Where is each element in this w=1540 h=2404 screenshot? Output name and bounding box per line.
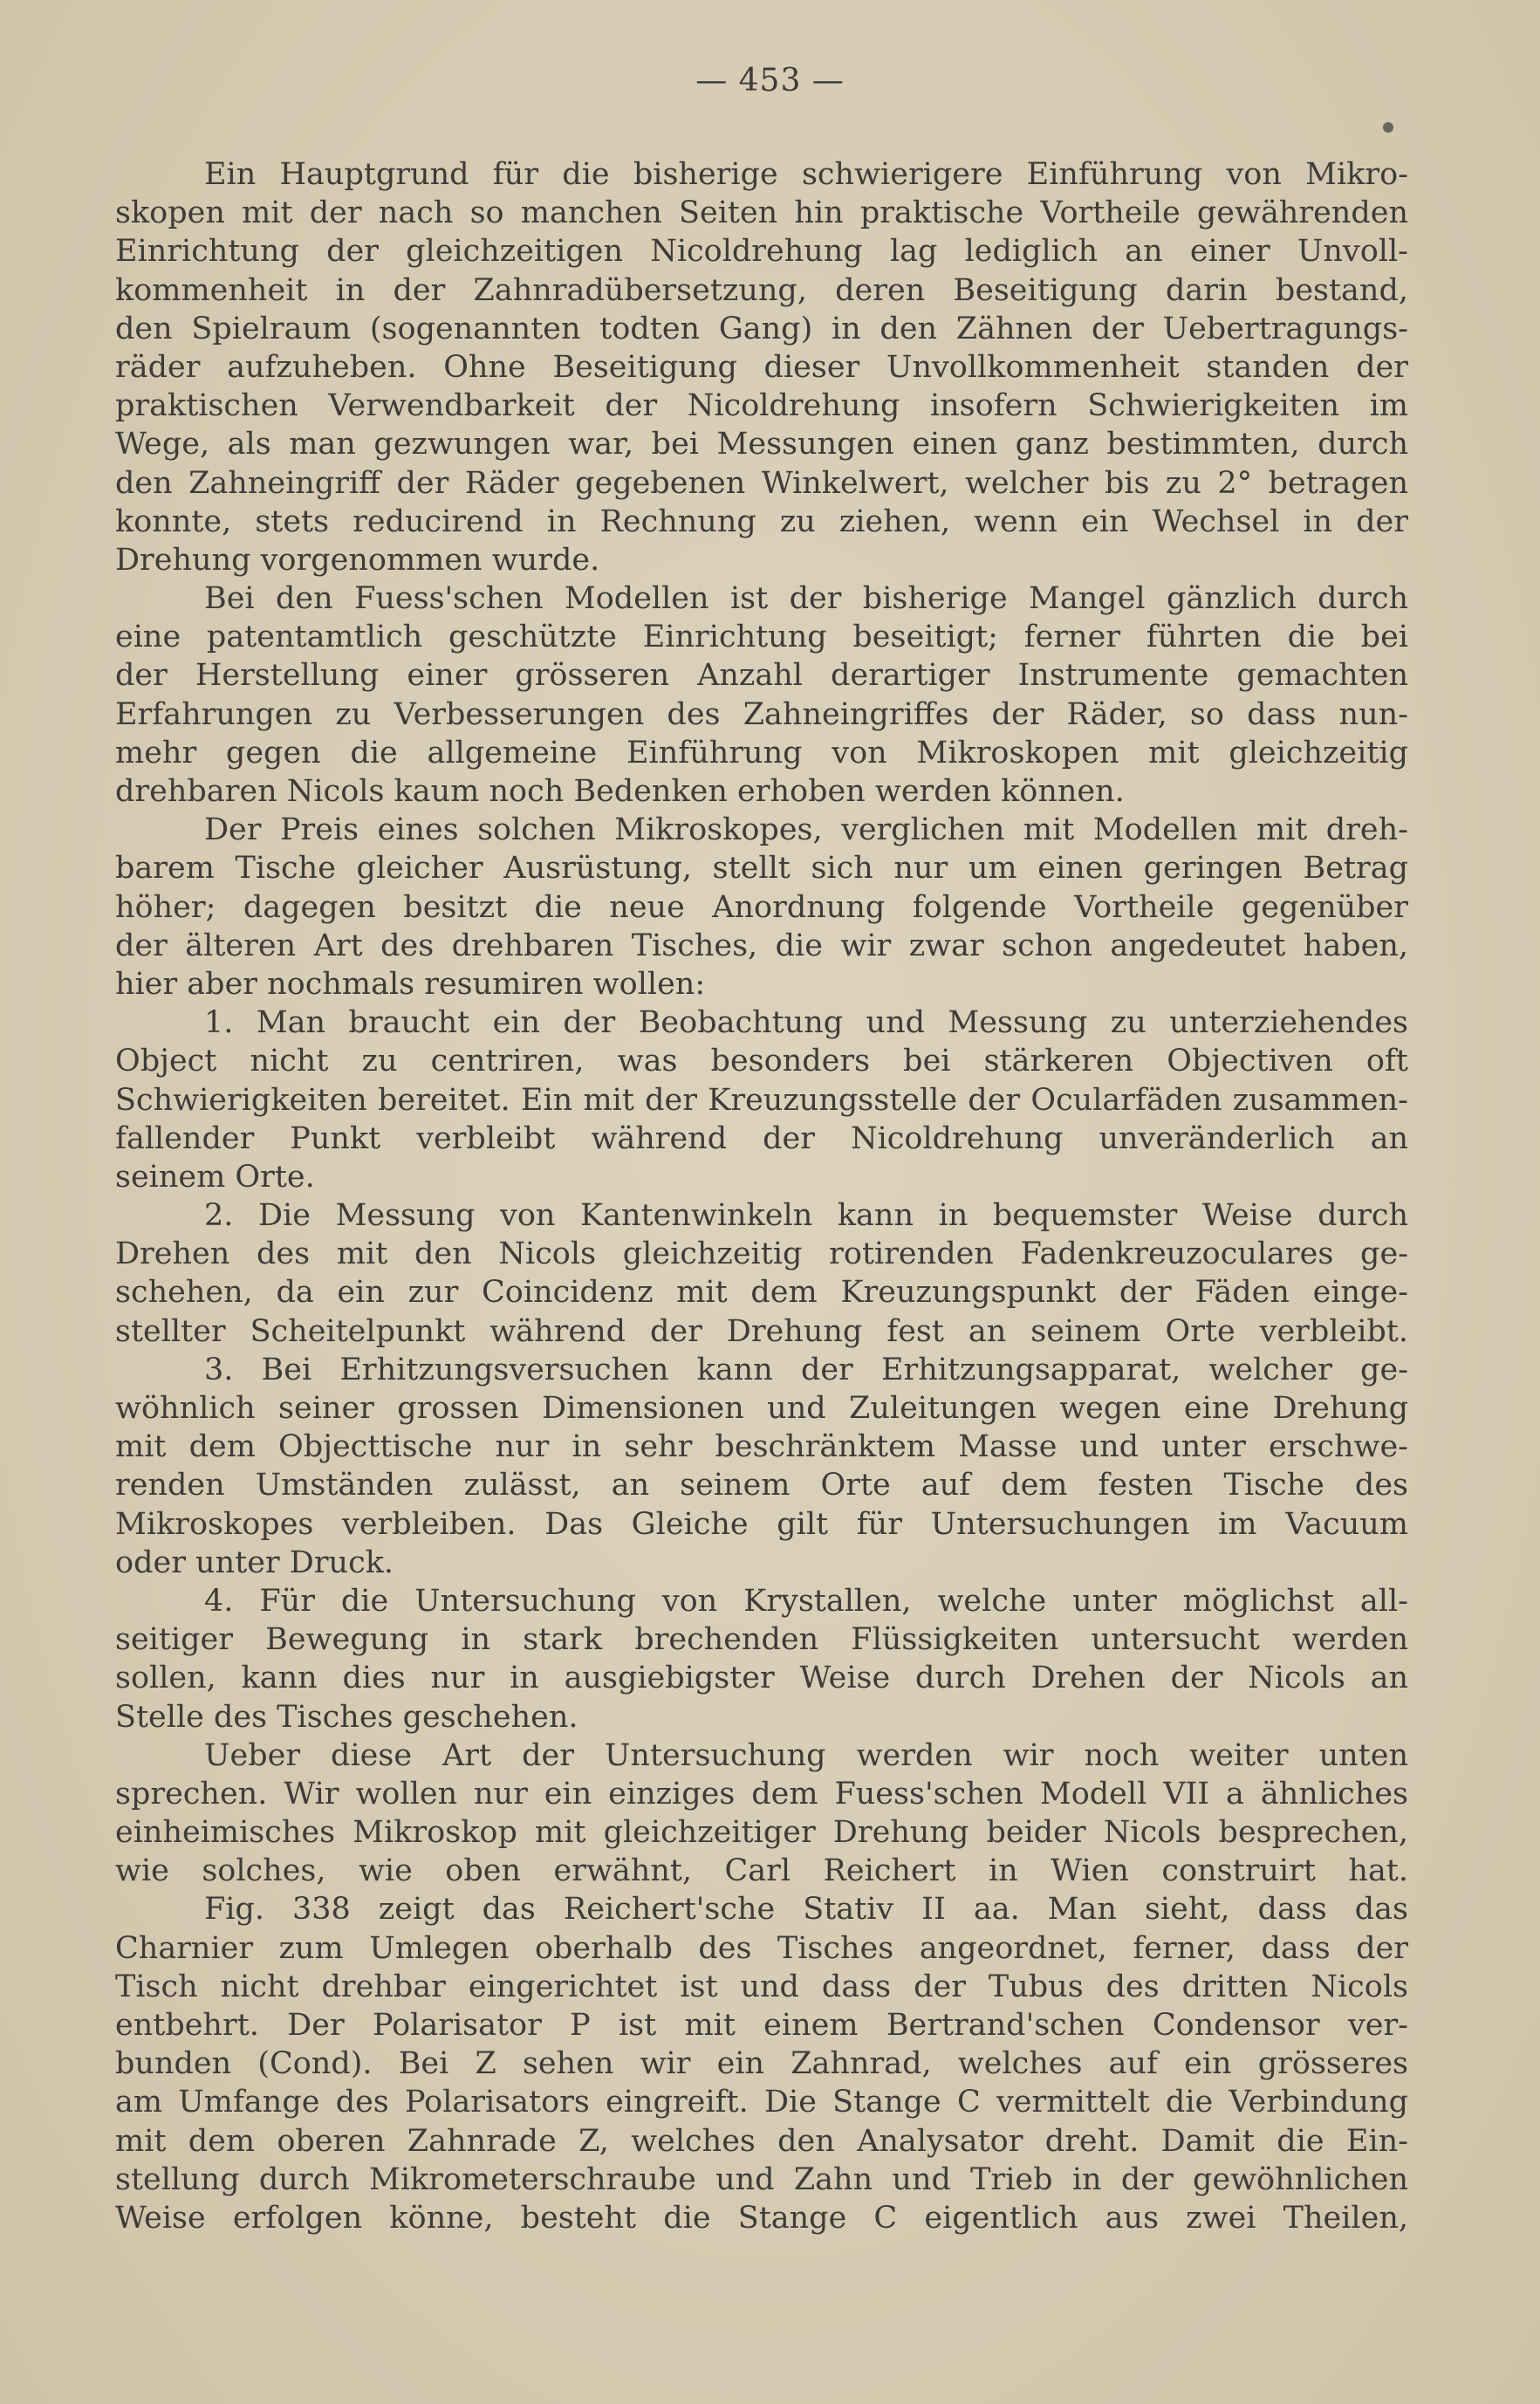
text-line: 4. Für die Untersuchung von Krystallen, welche unter möglichst all- bbox=[204, 1583, 1408, 1619]
text-line: Fig. 338 zeigt das Reichert'sche Stativ II aa. Man sieht, dass das bbox=[204, 1892, 1408, 1928]
text-line: Tisch nicht drehbar eingerichtet ist und dass der Tubus des dritten Nicols bbox=[115, 1969, 1408, 2004]
text-line: stellung durch Mikrometerschraube und Zahn und Trieb in der gewöhnlichen bbox=[115, 2161, 1408, 2197]
text-line: Erfahrungen zu Verbesserungen des Zahneingriffes der Räder, so dass nun- bbox=[115, 696, 1408, 732]
text-line: 3. Bei Erhitzungsversuchen kann der Erhitzungsapparat, welcher ge- bbox=[204, 1352, 1408, 1387]
text-line: mit dem oberen Zahnrade Z, welches den Analysator dreht. Damit die Ein- bbox=[115, 2123, 1408, 2159]
text-line: entbehrt. Der Polarisator P ist mit einem Bertrand'schen Condensor ver- bbox=[115, 2008, 1408, 2043]
text-line: Schwierigkeiten bereitet. Ein mit der Kreuzungsstelle der Ocularfäden zusammen- bbox=[115, 1082, 1408, 1118]
text-line: der Herstellung einer grösseren Anzahl derartiger Instrumente gemachten bbox=[115, 658, 1408, 694]
text-line: fallender Punkt verbleibt während der Nicoldrehung unveränderlich an bbox=[115, 1120, 1408, 1156]
text-line: 2. Die Messung von Kantenwinkeln kann in bequemster Weise durch bbox=[204, 1198, 1408, 1234]
text-line: barem Tische gleicher Ausrüstung, stellt sich nur um einen geringen Betrag bbox=[115, 851, 1408, 887]
text-line: Der Preis eines solchen Mikroskopes, verglichen mit Modellen mit dreh- bbox=[204, 812, 1408, 848]
text-line: Ein Hauptgrund für die bisherige schwierigere Einführung von Mikro- bbox=[204, 157, 1408, 192]
text-line: Wege, als man gezwungen war, bei Messungen einen ganz bestimmten, durch bbox=[115, 427, 1408, 462]
text-line: mit dem Objecttische nur in sehr beschränktem Masse und unter erschwe- bbox=[115, 1429, 1408, 1465]
text-line: skopen mit der nach so manchen Seiten hin praktische Vortheile gewährenden bbox=[115, 195, 1408, 231]
text-line: sprechen. Wir wollen nur ein einziges dem Fuess'schen Modell VII a ähnliches bbox=[115, 1776, 1408, 1812]
text-line: wie solches, wie oben erwähnt, Carl Reichert in Wien construirt hat. bbox=[115, 1853, 1408, 1889]
text-line: renden Umständen zulässt, an seinem Orte auf dem festen Tische des bbox=[115, 1468, 1408, 1503]
text-line: Drehung vorgenommen wurde. bbox=[115, 542, 600, 578]
text-line: praktischen Verwendbarkeit der Nicoldrehung insofern Schwierigkeiten im bbox=[115, 388, 1408, 424]
text-line: kommenheit in der Zahnradübersetzung, deren Beseitigung darin bestand, bbox=[115, 272, 1408, 308]
text-line: Stelle des Tisches geschehen. bbox=[115, 1699, 578, 1735]
text-line: Drehen des mit den Nicols gleichzeitig rotirenden Fadenkreuzoculares ge- bbox=[115, 1236, 1408, 1272]
text-line: Weise erfolgen könne, besteht die Stange C eigentlich aus zwei Theilen, bbox=[115, 2200, 1408, 2236]
text-line: Bei den Fuess'schen Modellen ist der bisherige Mangel gänzlich durch bbox=[204, 581, 1408, 617]
text-line: drehbaren Nicols kaum noch Bedenken erhoben werden können. bbox=[115, 774, 1125, 809]
text-line: seitiger Bewegung in stark brechenden Flüssigkeiten untersucht werden bbox=[115, 1622, 1408, 1658]
text-line: konnte, stets reducirend in Rechnung zu ziehen, wenn ein Wechsel in der bbox=[115, 503, 1408, 539]
text-line: oder unter Druck. bbox=[115, 1544, 394, 1580]
text-line: hier aber nochmals resumiren wollen: bbox=[115, 966, 706, 1002]
page-number: — 453 — bbox=[695, 63, 845, 99]
text-line: Mikroskopes verbleiben. Das Gleiche gilt für Untersuchungen im Vacuum bbox=[115, 1506, 1408, 1542]
text-line: Charnier zum Umlegen oberhalb des Tisches angeordnet, ferner, dass der bbox=[115, 1930, 1408, 1966]
text-line: eine patentamtlich geschützte Einrichtung beseitigt; ferner führten die bei bbox=[115, 620, 1408, 655]
text-line: seinem Orte. bbox=[115, 1159, 315, 1195]
body-text bbox=[115, 155, 1408, 2237]
text-line: den Zahneingriff der Räder gegebenen Winkelwert, welcher bis zu 2° betragen bbox=[115, 465, 1408, 501]
text-line: Ueber diese Art der Untersuchung werden wir noch weiter unten bbox=[204, 1737, 1408, 1773]
text-line: Einrichtung der gleichzeitigen Nicoldrehung lag lediglich an einer Unvoll- bbox=[115, 234, 1408, 270]
text-line: bunden (Cond). Bei Z sehen wir ein Zahnrad, welches auf ein grösseres bbox=[115, 2046, 1408, 2082]
text-line: einheimisches Mikroskop mit gleichzeitiger Drehung beider Nicols besprechen, bbox=[115, 1815, 1408, 1851]
text-line: räder aufzuheben. Ohne Beseitigung dieser Unvollkommenheit standen der bbox=[115, 349, 1408, 385]
text-line: mehr gegen die allgemeine Einführung von Mikroskopen mit gleichzeitig bbox=[115, 735, 1408, 771]
text-line: den Spielraum (sogenannten todten Gang) in den Zähnen der Uebertragungs- bbox=[115, 311, 1408, 346]
ink-dot bbox=[1383, 122, 1393, 133]
text-line: Object nicht zu centriren, was besonders bei stärkeren Objectiven oft bbox=[115, 1044, 1408, 1079]
text-line: der älteren Art des drehbaren Tisches, die wir zwar schon angedeutet haben, bbox=[115, 928, 1408, 963]
text-line: 1. Man braucht ein der Beobachtung und Messung zu unterziehendes bbox=[204, 1005, 1408, 1041]
text-line: höher; dagegen besitzt die neue Anordnung folgende Vortheile gegenüber bbox=[115, 889, 1408, 925]
text-line: stellter Scheitelpunkt während der Drehung fest an seinem Orte verbleibt. bbox=[115, 1313, 1408, 1349]
text-line: wöhnlich seiner grossen Dimensionen und Zuleitungen wegen eine Drehung bbox=[115, 1391, 1408, 1426]
text-line: am Umfange des Polarisators eingreift. Die Stange C vermittelt die Verbindung bbox=[115, 2085, 1408, 2120]
text-line: sollen, kann dies nur in ausgiebigster Weise durch Drehen der Nicols an bbox=[115, 1661, 1408, 1696]
text-line: schehen, da ein zur Coincidenz mit dem Kreuzungspunkt der Fäden einge- bbox=[115, 1275, 1408, 1311]
